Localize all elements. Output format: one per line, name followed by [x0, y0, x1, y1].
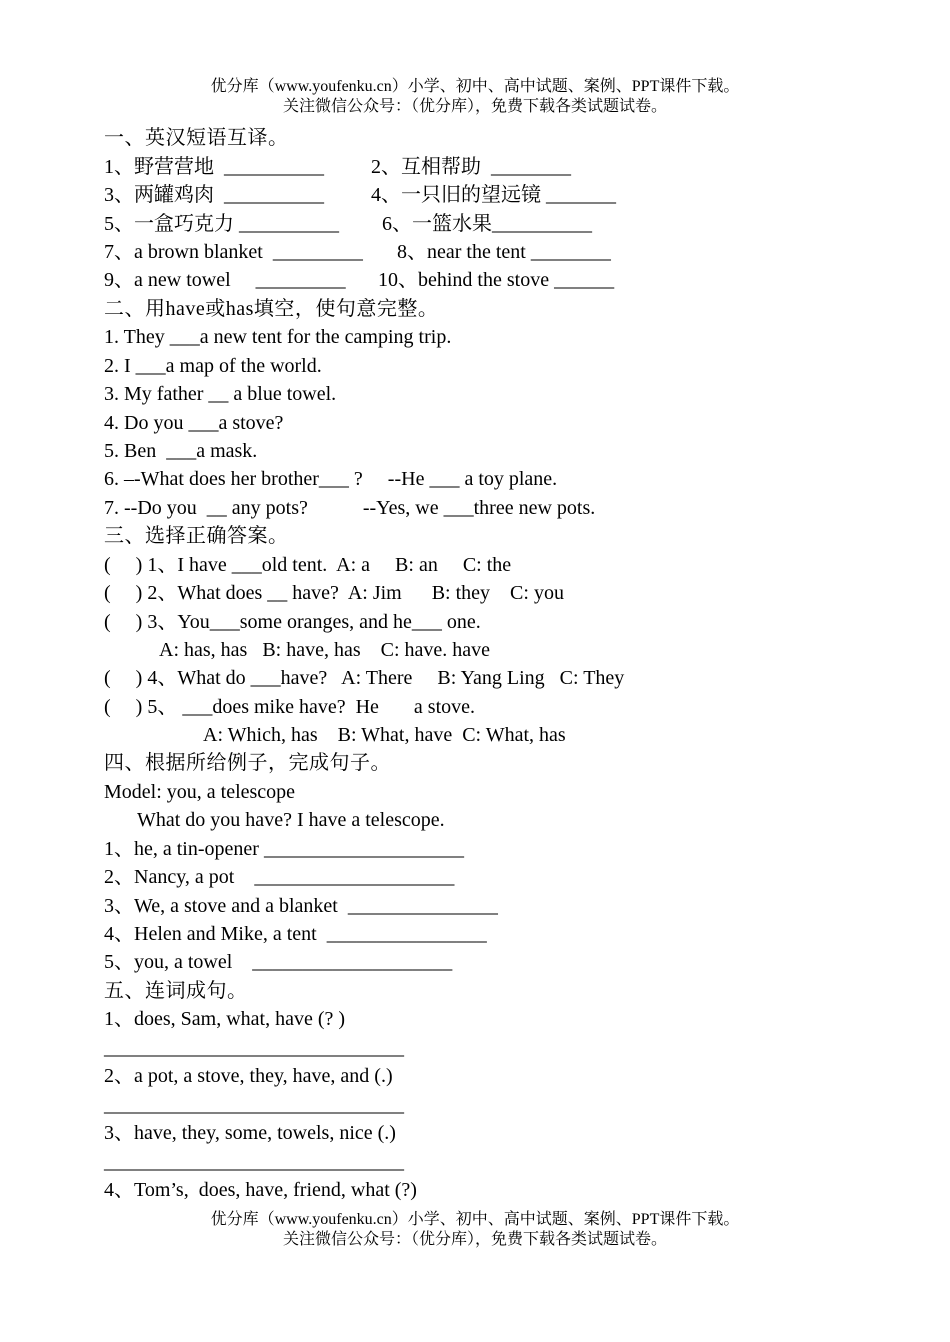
page-header [0, 77, 950, 117]
section1-row [104, 155, 571, 181]
fill-item: 7. --Do you __ any pots? --Yes, we ___three new pots. [104, 497, 596, 519]
header-line-2: 关注微信公众号：（优分库），免费下载各类试题试卷。 [282, 98, 667, 115]
section4-title: 四、根据所给例子，完成句子。 [104, 752, 391, 774]
section2-title: 二、用have或has填空，使句意完整。 [104, 298, 439, 320]
footer-line-2: 关注微信公众号：（优分库），免费下载各类试题试卷。 [282, 1231, 667, 1248]
section3-title: 三、选择正确答案。 [104, 525, 289, 547]
phrase-right: 8、near the tent ________ [397, 241, 611, 263]
phrase-right: 6、一篮水果__________ [382, 213, 592, 235]
phrase-right: 10、behind the stove ______ [378, 269, 615, 291]
fill-item: 1. They ___a new tent for the camping trip. [104, 326, 452, 348]
reorder-item: 1、does, Sam, what, have (? ) [104, 1008, 346, 1030]
fill-item: 4. Do you ___a stove? [104, 412, 284, 434]
phrase-right: 4、一只旧的望远镜 _______ [371, 184, 616, 206]
fill-item: 6. –-What does her brother___ ? --He ___ a toy plane. [104, 468, 558, 490]
reorder-item: 2、a pot, a stove, they, have, and (.) [104, 1065, 393, 1087]
sentence-item: 5、you, a towel ____________________ [104, 951, 453, 973]
section5-title: 五、连词成句。 [104, 980, 248, 1002]
reorder-item: 3、have, they, some, towels, nice (.) [104, 1122, 396, 1144]
sentence-item: 3、We, a stove and a blanket _______________ [104, 895, 498, 917]
answer-line: ______________________________ [104, 1094, 404, 1116]
section1-title: 一、英汉短语互译。 [104, 127, 289, 149]
footer-line-1: 优分库（www.youfenku.cn）小学、初中、高中试题、案例、PPT课件下载。 [210, 1211, 740, 1228]
model-answer: What do you have? I have a telescope. [137, 809, 445, 831]
phrase-left: 5、一盒巧克力 __________ [104, 213, 339, 235]
header-line-1: 优分库（www.youfenku.cn）小学、初中、高中试题、案例、PPT课件下载。 [210, 78, 740, 95]
fill-item: 3. My father __ a blue towel. [104, 383, 337, 405]
model-example: Model: you, a telescope [104, 781, 296, 803]
phrase-left: 7、a brown blanket _________ [104, 241, 363, 263]
answer-line: ______________________________ [104, 1151, 404, 1173]
choice-question: ( ) 5、 ___does mike have? He a stove. [104, 696, 476, 718]
phrase-left: 9、a new towel _________ [104, 269, 346, 291]
page-footer [0, 1210, 950, 1250]
choice-question: ( ) 2、What does __ have? A: Jim B: they C: you [104, 582, 564, 604]
choice-question: ( ) 4、What do ___have? A: There B: Yang Ling C: They [104, 667, 625, 689]
phrase-left: 3、两罐鸡肉 __________ [104, 184, 324, 206]
section1-row [104, 268, 615, 294]
answer-line: ______________________________ [104, 1037, 404, 1059]
section1-row [104, 183, 616, 209]
choice-question: ( ) 1、I have ___old tent. A: a B: an C: the [104, 554, 512, 576]
section1-row [104, 240, 611, 266]
choice-options: A: has, has B: have, has C: have. have [159, 639, 491, 661]
reorder-item: 4、Tom’s, does, have, friend, what (?) [104, 1179, 417, 1201]
choice-options: A: Which, has B: What, have C: What, has [203, 724, 566, 746]
phrase-left: 1、野营营地 __________ [104, 156, 324, 178]
fill-item: 2. I ___a map of the world. [104, 355, 322, 377]
fill-item: 5. Ben ___a mask. [104, 440, 258, 462]
choice-question: ( ) 3、You___some oranges, and he___ one. [104, 611, 481, 633]
sentence-item: 1、he, a tin-opener ____________________ [104, 838, 464, 860]
sentence-item: 4、Helen and Mike, a tent ________________ [104, 923, 487, 945]
phrase-right: 2、互相帮助 ________ [371, 156, 571, 178]
sentence-item: 2、Nancy, a pot ____________________ [104, 866, 455, 888]
section1-row [104, 212, 592, 238]
